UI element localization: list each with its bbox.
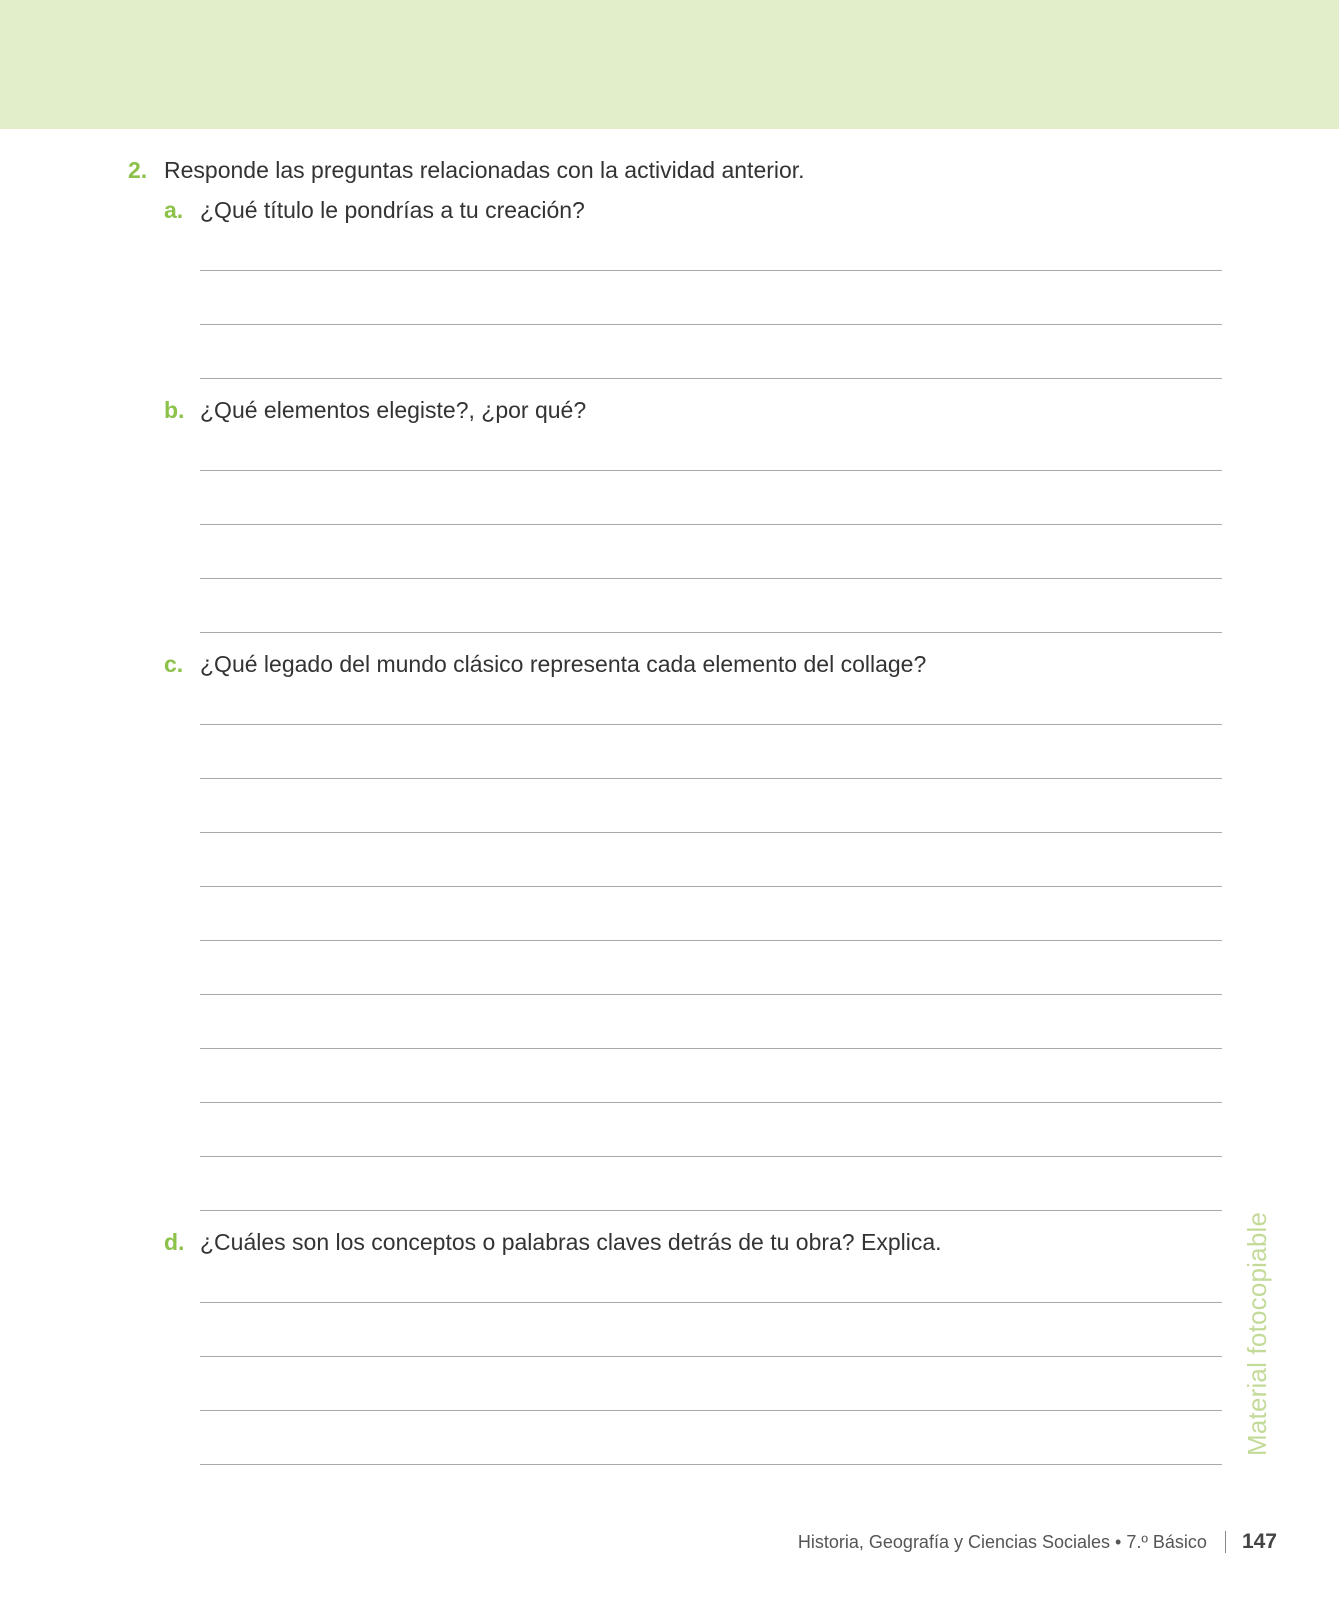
answer-line-c-3[interactable]	[200, 832, 1222, 833]
answer-line-b-2[interactable]	[200, 524, 1222, 525]
answer-line-a-2[interactable]	[200, 324, 1222, 325]
item-letter: b.	[164, 397, 185, 423]
question-2	[128, 154, 805, 186]
answer-line-d-3[interactable]	[200, 1410, 1222, 1411]
footer	[798, 1530, 1277, 1554]
answer-line-b-1[interactable]	[200, 470, 1222, 471]
answer-line-b-4[interactable]	[200, 632, 1222, 633]
item-b	[164, 394, 586, 426]
item-c	[164, 648, 926, 680]
answer-line-d-1[interactable]	[200, 1302, 1222, 1303]
item-text: ¿Qué título le pondrías a tu creación?	[200, 197, 585, 223]
question-text: Responde las preguntas relacionadas con la actividad anterior.	[164, 157, 805, 183]
answer-line-c-2[interactable]	[200, 778, 1222, 779]
answer-line-d-4[interactable]	[200, 1464, 1222, 1465]
answer-line-a-1[interactable]	[200, 270, 1222, 271]
item-letter: a.	[164, 197, 184, 223]
item-letter: d.	[164, 1229, 185, 1255]
item-text: ¿Qué elementos elegiste?, ¿por qué?	[200, 397, 587, 423]
answer-line-c-4[interactable]	[200, 886, 1222, 887]
page-number: 147	[1241, 1530, 1277, 1553]
answer-line-c-1[interactable]	[200, 724, 1222, 725]
answer-line-c-10[interactable]	[200, 1210, 1222, 1211]
question-number: 2.	[128, 157, 148, 183]
header-band	[0, 0, 1339, 129]
item-a	[164, 194, 585, 226]
answer-line-d-2[interactable]	[200, 1356, 1222, 1357]
item-letter: c.	[164, 651, 184, 677]
footer-divider	[1225, 1531, 1226, 1553]
item-text: ¿Qué legado del mundo clásico representa cada elemento del collage?	[200, 651, 927, 677]
answer-line-c-7[interactable]	[200, 1048, 1222, 1049]
answer-line-c-8[interactable]	[200, 1102, 1222, 1103]
answer-line-c-6[interactable]	[200, 994, 1222, 995]
answer-line-a-3[interactable]	[200, 378, 1222, 379]
item-text: ¿Cuáles son los conceptos o palabras claves detrás de tu obra? Explica.	[200, 1229, 942, 1255]
item-d	[164, 1226, 942, 1258]
side-label: Material fotocopiable	[1242, 1211, 1272, 1456]
answer-line-c-5[interactable]	[200, 940, 1222, 941]
footer-book-title: Historia, Geografía y Ciencias Sociales • 7.º Básico	[797, 1531, 1207, 1552]
answer-line-c-9[interactable]	[200, 1156, 1222, 1157]
answer-line-b-3[interactable]	[200, 578, 1222, 579]
